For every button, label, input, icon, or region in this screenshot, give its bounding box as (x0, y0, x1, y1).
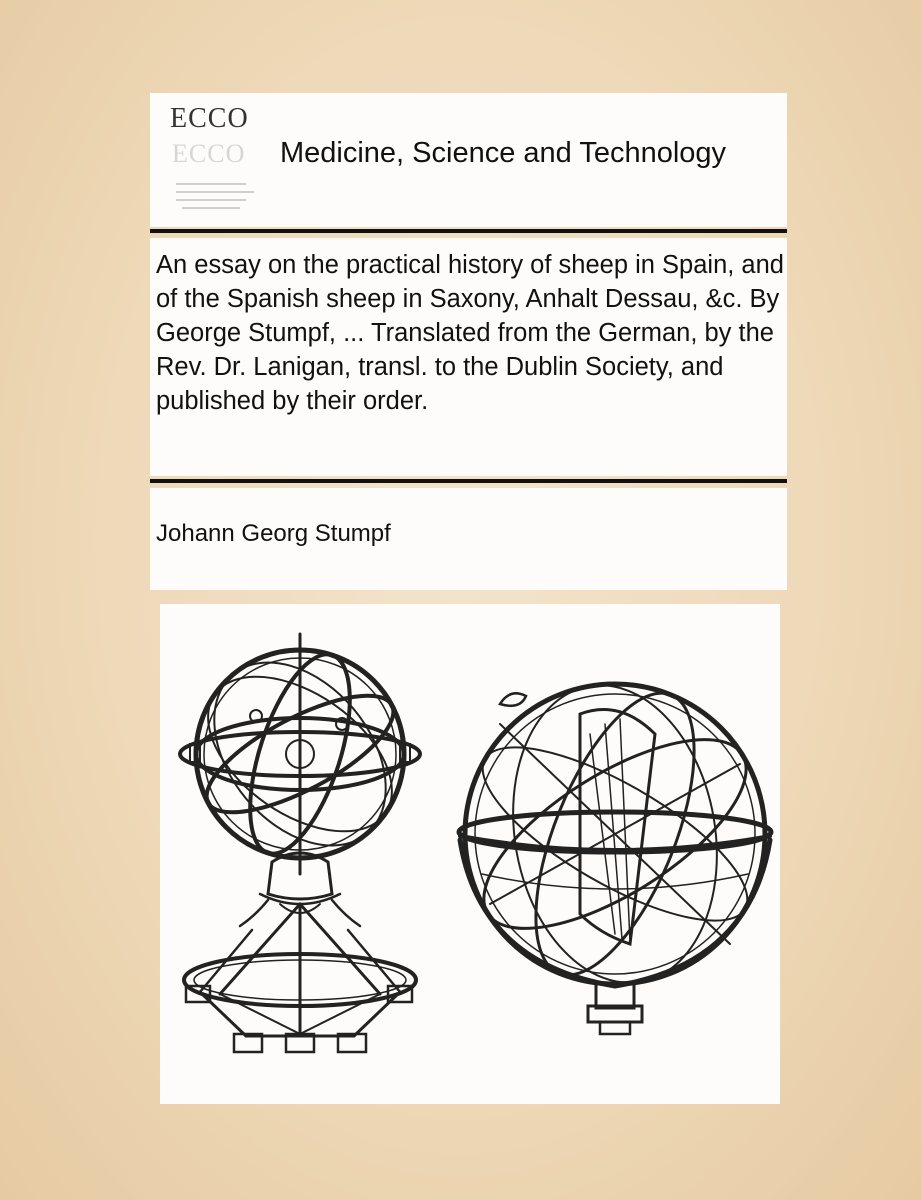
armillary-sphere-right-icon (456, 669, 774, 1034)
armillary-illustration (160, 604, 780, 1104)
book-title: An essay on the practical history of sheep in Spain, and of the Spanish sheep in Saxony, Anhalt Dessau, &c. By George Stumpf, ... Translated from the German, by the Rev. Dr. Lanigan, transl. to the Dublin Society, and published by their order. (156, 251, 784, 415)
logo-text: ECCO (170, 103, 249, 134)
ecco-logo (170, 103, 270, 215)
book-author: Johann Georg Stumpf (156, 520, 391, 547)
title-band (150, 238, 787, 476)
author-band (150, 488, 787, 590)
divider-bottom (150, 479, 787, 483)
series-title: Medicine, Science and Technology (280, 137, 727, 169)
logo-reflection: ECCO (172, 139, 246, 168)
divider-top (150, 229, 787, 233)
illustration-panel (160, 604, 780, 1104)
series-band (150, 93, 787, 227)
armillary-sphere-left-icon (180, 629, 421, 1052)
